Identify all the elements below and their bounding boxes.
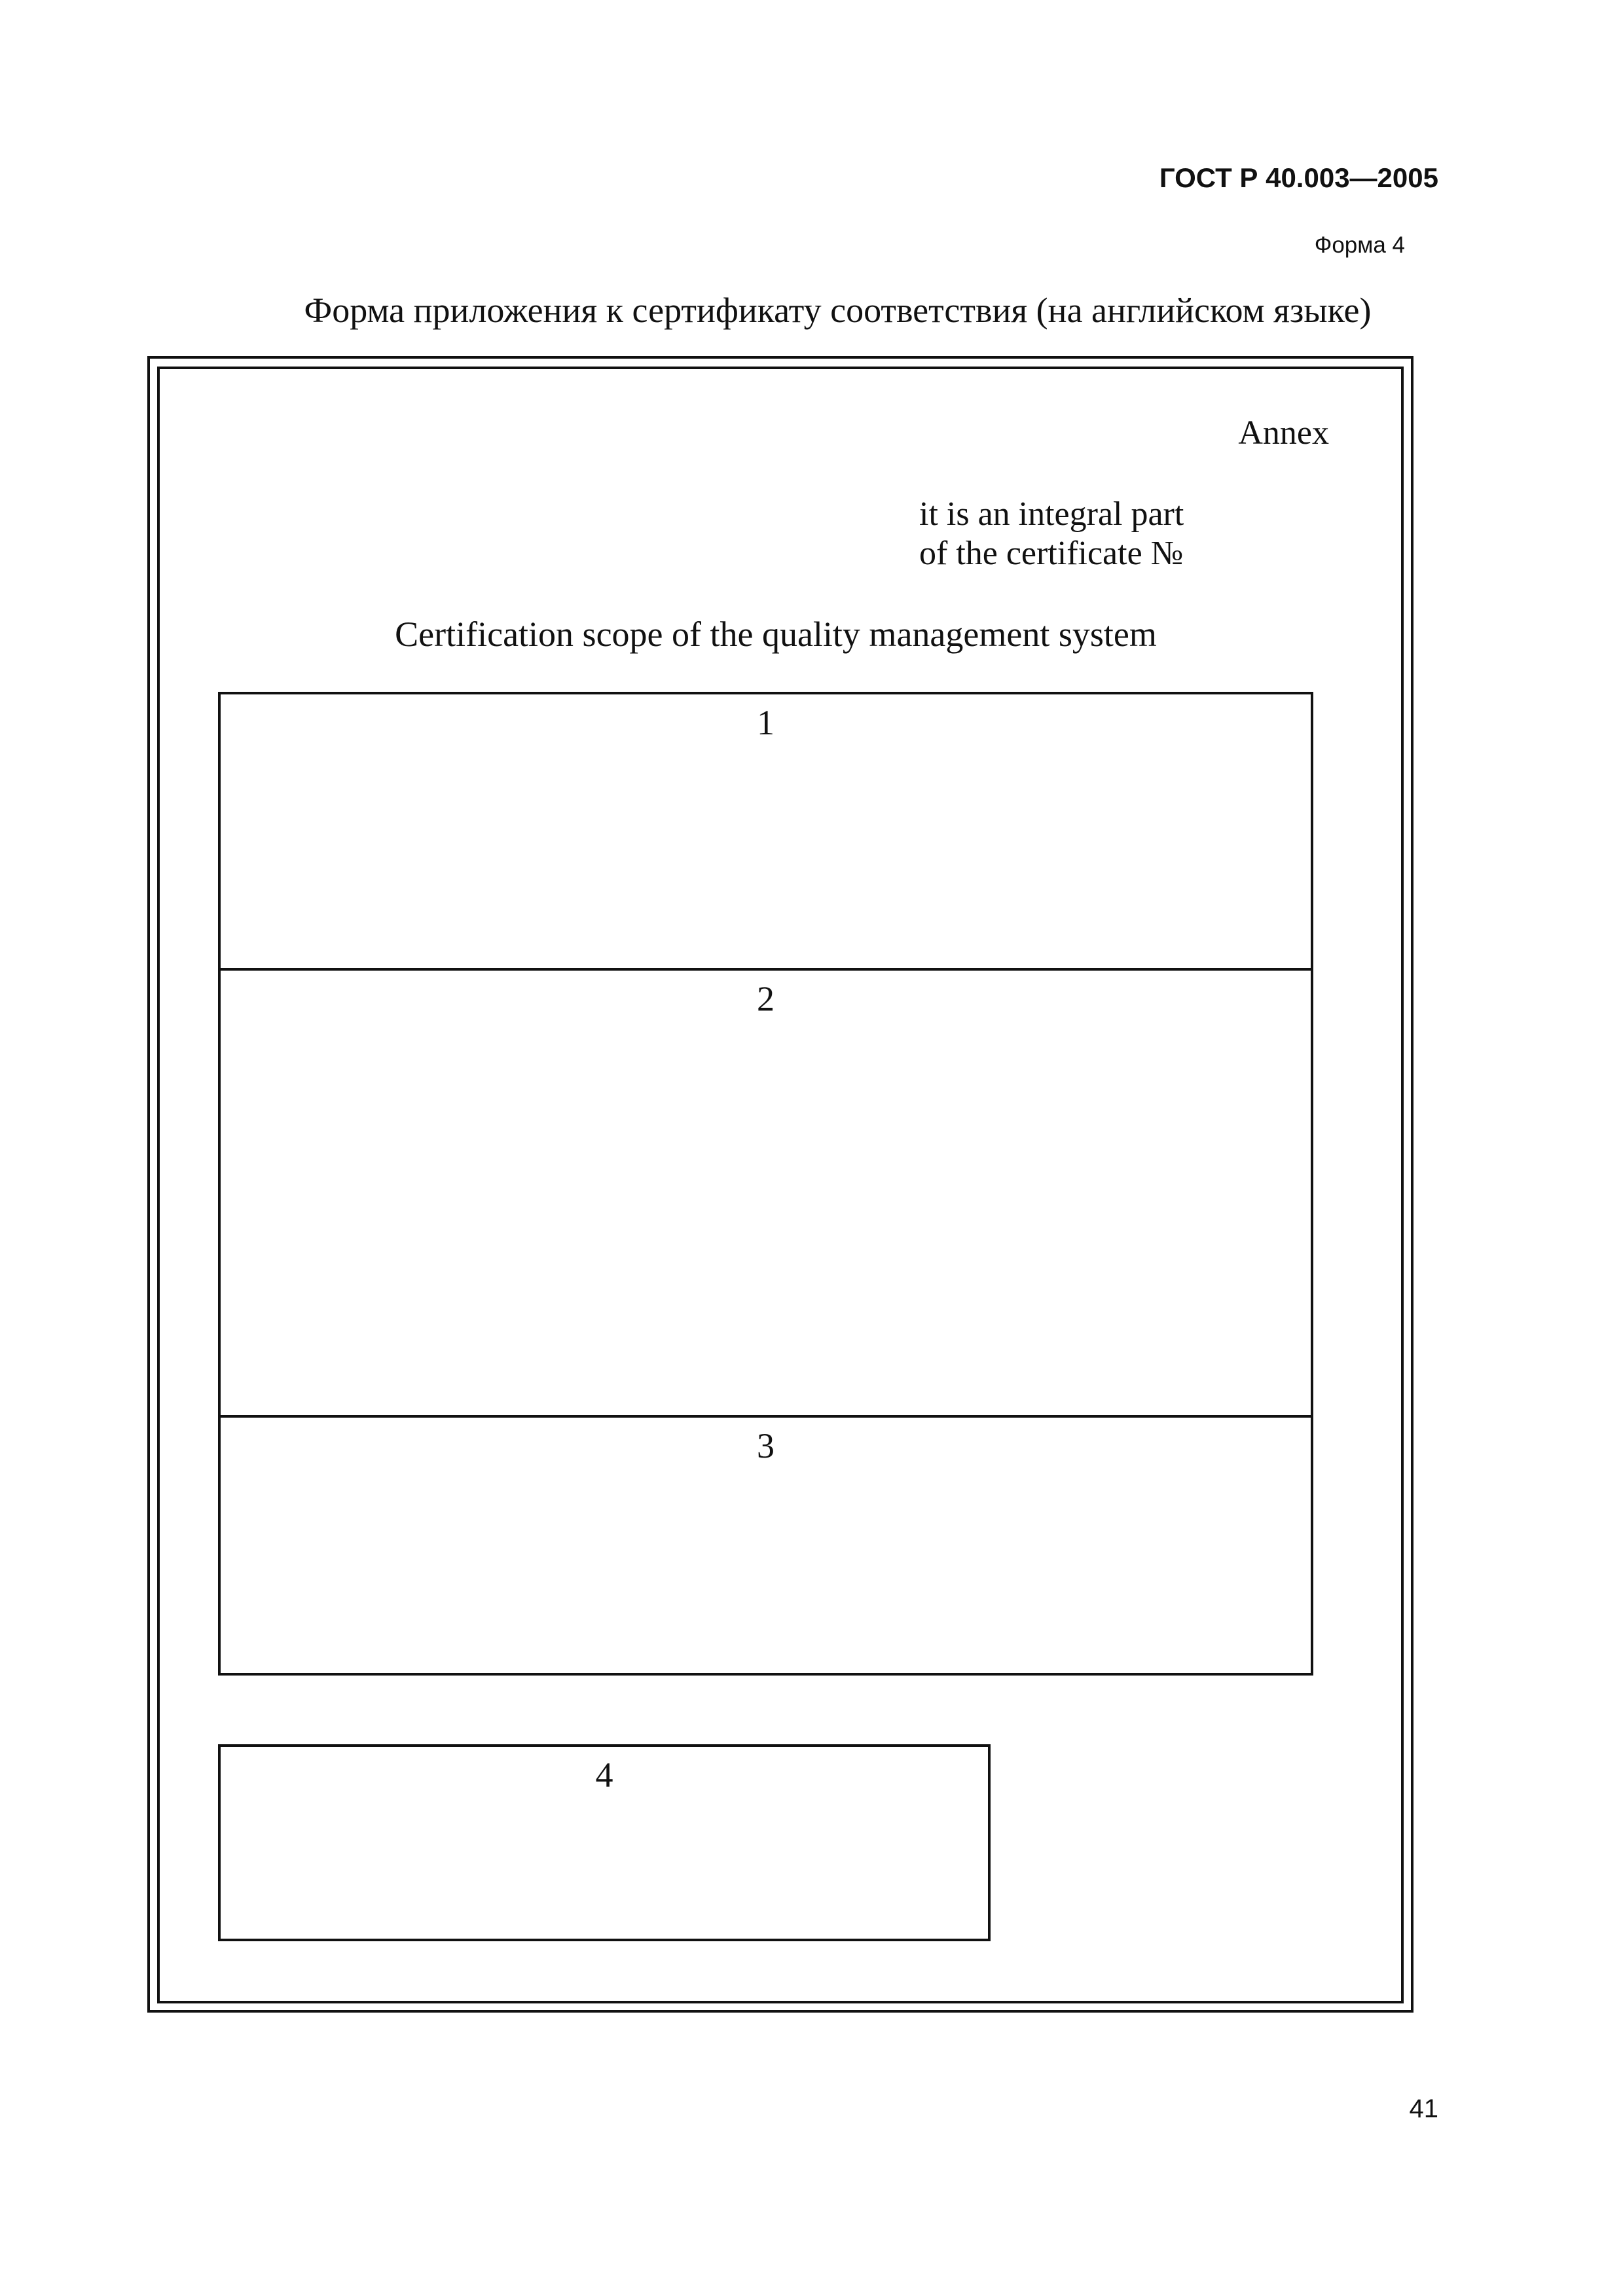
document-code: ГОСТ Р 40.003—2005 <box>1159 162 1438 193</box>
cell-number: 3 <box>757 1426 775 1465</box>
scope-cell-3 <box>221 1418 1311 1676</box>
scope-cell-1 <box>221 694 1311 971</box>
scope-title: Certification scope of the quality management system <box>395 615 1157 654</box>
annex-label: Annex <box>1238 414 1329 452</box>
cell-number: 1 <box>757 703 775 742</box>
form-number: Форма 4 <box>1314 232 1405 258</box>
box-4 <box>218 1744 991 1941</box>
scope-cell-2 <box>221 971 1311 1418</box>
cell-number: 2 <box>757 979 775 1018</box>
cell-number: 4 <box>595 1755 613 1795</box>
page-number: 41 <box>1409 2094 1438 2123</box>
integral-part-line-1: it is an integral part <box>919 495 1184 533</box>
form-title: Форма приложения к сертификату соответствия (на английском языке) <box>304 291 1372 330</box>
integral-part-line-2: of the certificate № <box>919 535 1184 572</box>
scope-table <box>218 692 1313 1676</box>
